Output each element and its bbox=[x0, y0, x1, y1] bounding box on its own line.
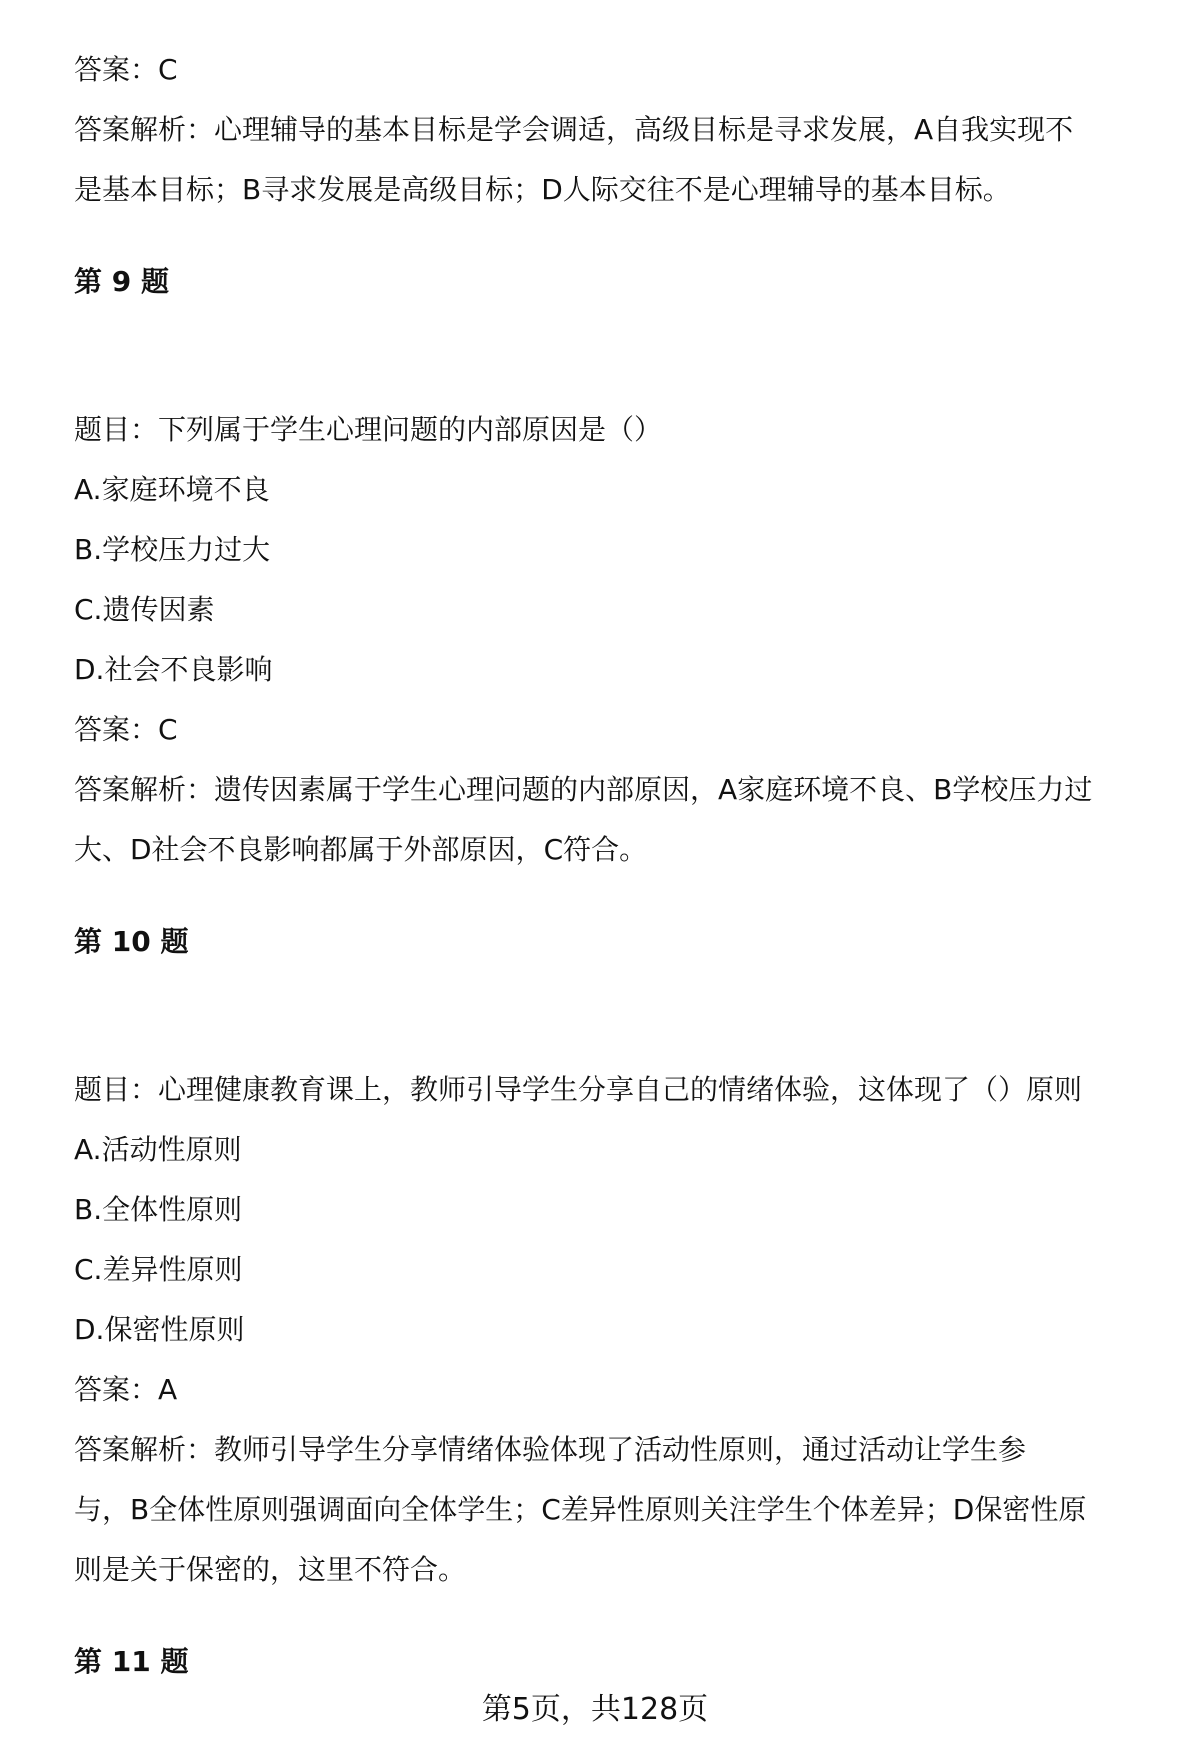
question-10-explanation-line-2: 与，B全体性原则强调面向全体学生；C差异性原则关注学生个体差异；D保密性原 bbox=[74, 1493, 1087, 1526]
question-10-answer: 答案：A bbox=[74, 1373, 178, 1406]
question-10-option-a: A.活动性原则 bbox=[74, 1133, 242, 1166]
question-9-option-d: D.社会不良影响 bbox=[74, 653, 273, 686]
question-9-text: 题目：下列属于学生心理问题的内部原因是（） bbox=[74, 413, 663, 446]
page-indicator: 第5页，共128页 bbox=[481, 1692, 709, 1727]
question-10-explanation-line-3: 则是关于保密的，这里不符合。 bbox=[74, 1553, 467, 1586]
question-10-text: 题目：心理健康教育课上，教师引导学生分享自己的情绪体验，这体现了（）原则 bbox=[74, 1073, 1083, 1106]
question-11-heading: 第 11 题 bbox=[74, 1645, 189, 1678]
question-9-answer: 答案：C bbox=[74, 713, 178, 746]
question-10-heading: 第 10 题 bbox=[74, 925, 189, 958]
question-10-option-d: D.保密性原则 bbox=[74, 1313, 245, 1346]
question-10-option-c: C.差异性原则 bbox=[74, 1253, 243, 1286]
question-9-explanation-line-1: 答案解析：遗传因素属于学生心理问题的内部原因，A家庭环境不良、B学校压力过 bbox=[74, 773, 1093, 806]
document-page bbox=[74, 40, 1174, 1692]
question-9-option-a: A.家庭环境不良 bbox=[74, 473, 270, 506]
question-9-option-b: B.学校压力过大 bbox=[74, 533, 271, 566]
prev-explanation-line-2: 是基本目标；B寻求发展是高级目标；D人际交往不是心理辅导的基本目标。 bbox=[74, 173, 1011, 206]
prev-explanation-line-1: 答案解析：心理辅导的基本目标是学会调适，高级目标是寻求发展，A自我实现不 bbox=[74, 113, 1074, 146]
question-10-explanation-line-1: 答案解析：教师引导学生分享情绪体验体现了活动性原则，通过活动让学生参 bbox=[74, 1433, 1027, 1466]
prev-answer: 答案：C bbox=[74, 53, 178, 86]
question-9-explanation-line-2: 大、D社会不良影响都属于外部原因，C符合。 bbox=[74, 833, 648, 866]
question-9-heading: 第 9 题 bbox=[74, 265, 169, 298]
question-9-option-c: C.遗传因素 bbox=[74, 593, 215, 626]
question-10-option-b: B.全体性原则 bbox=[74, 1193, 243, 1226]
